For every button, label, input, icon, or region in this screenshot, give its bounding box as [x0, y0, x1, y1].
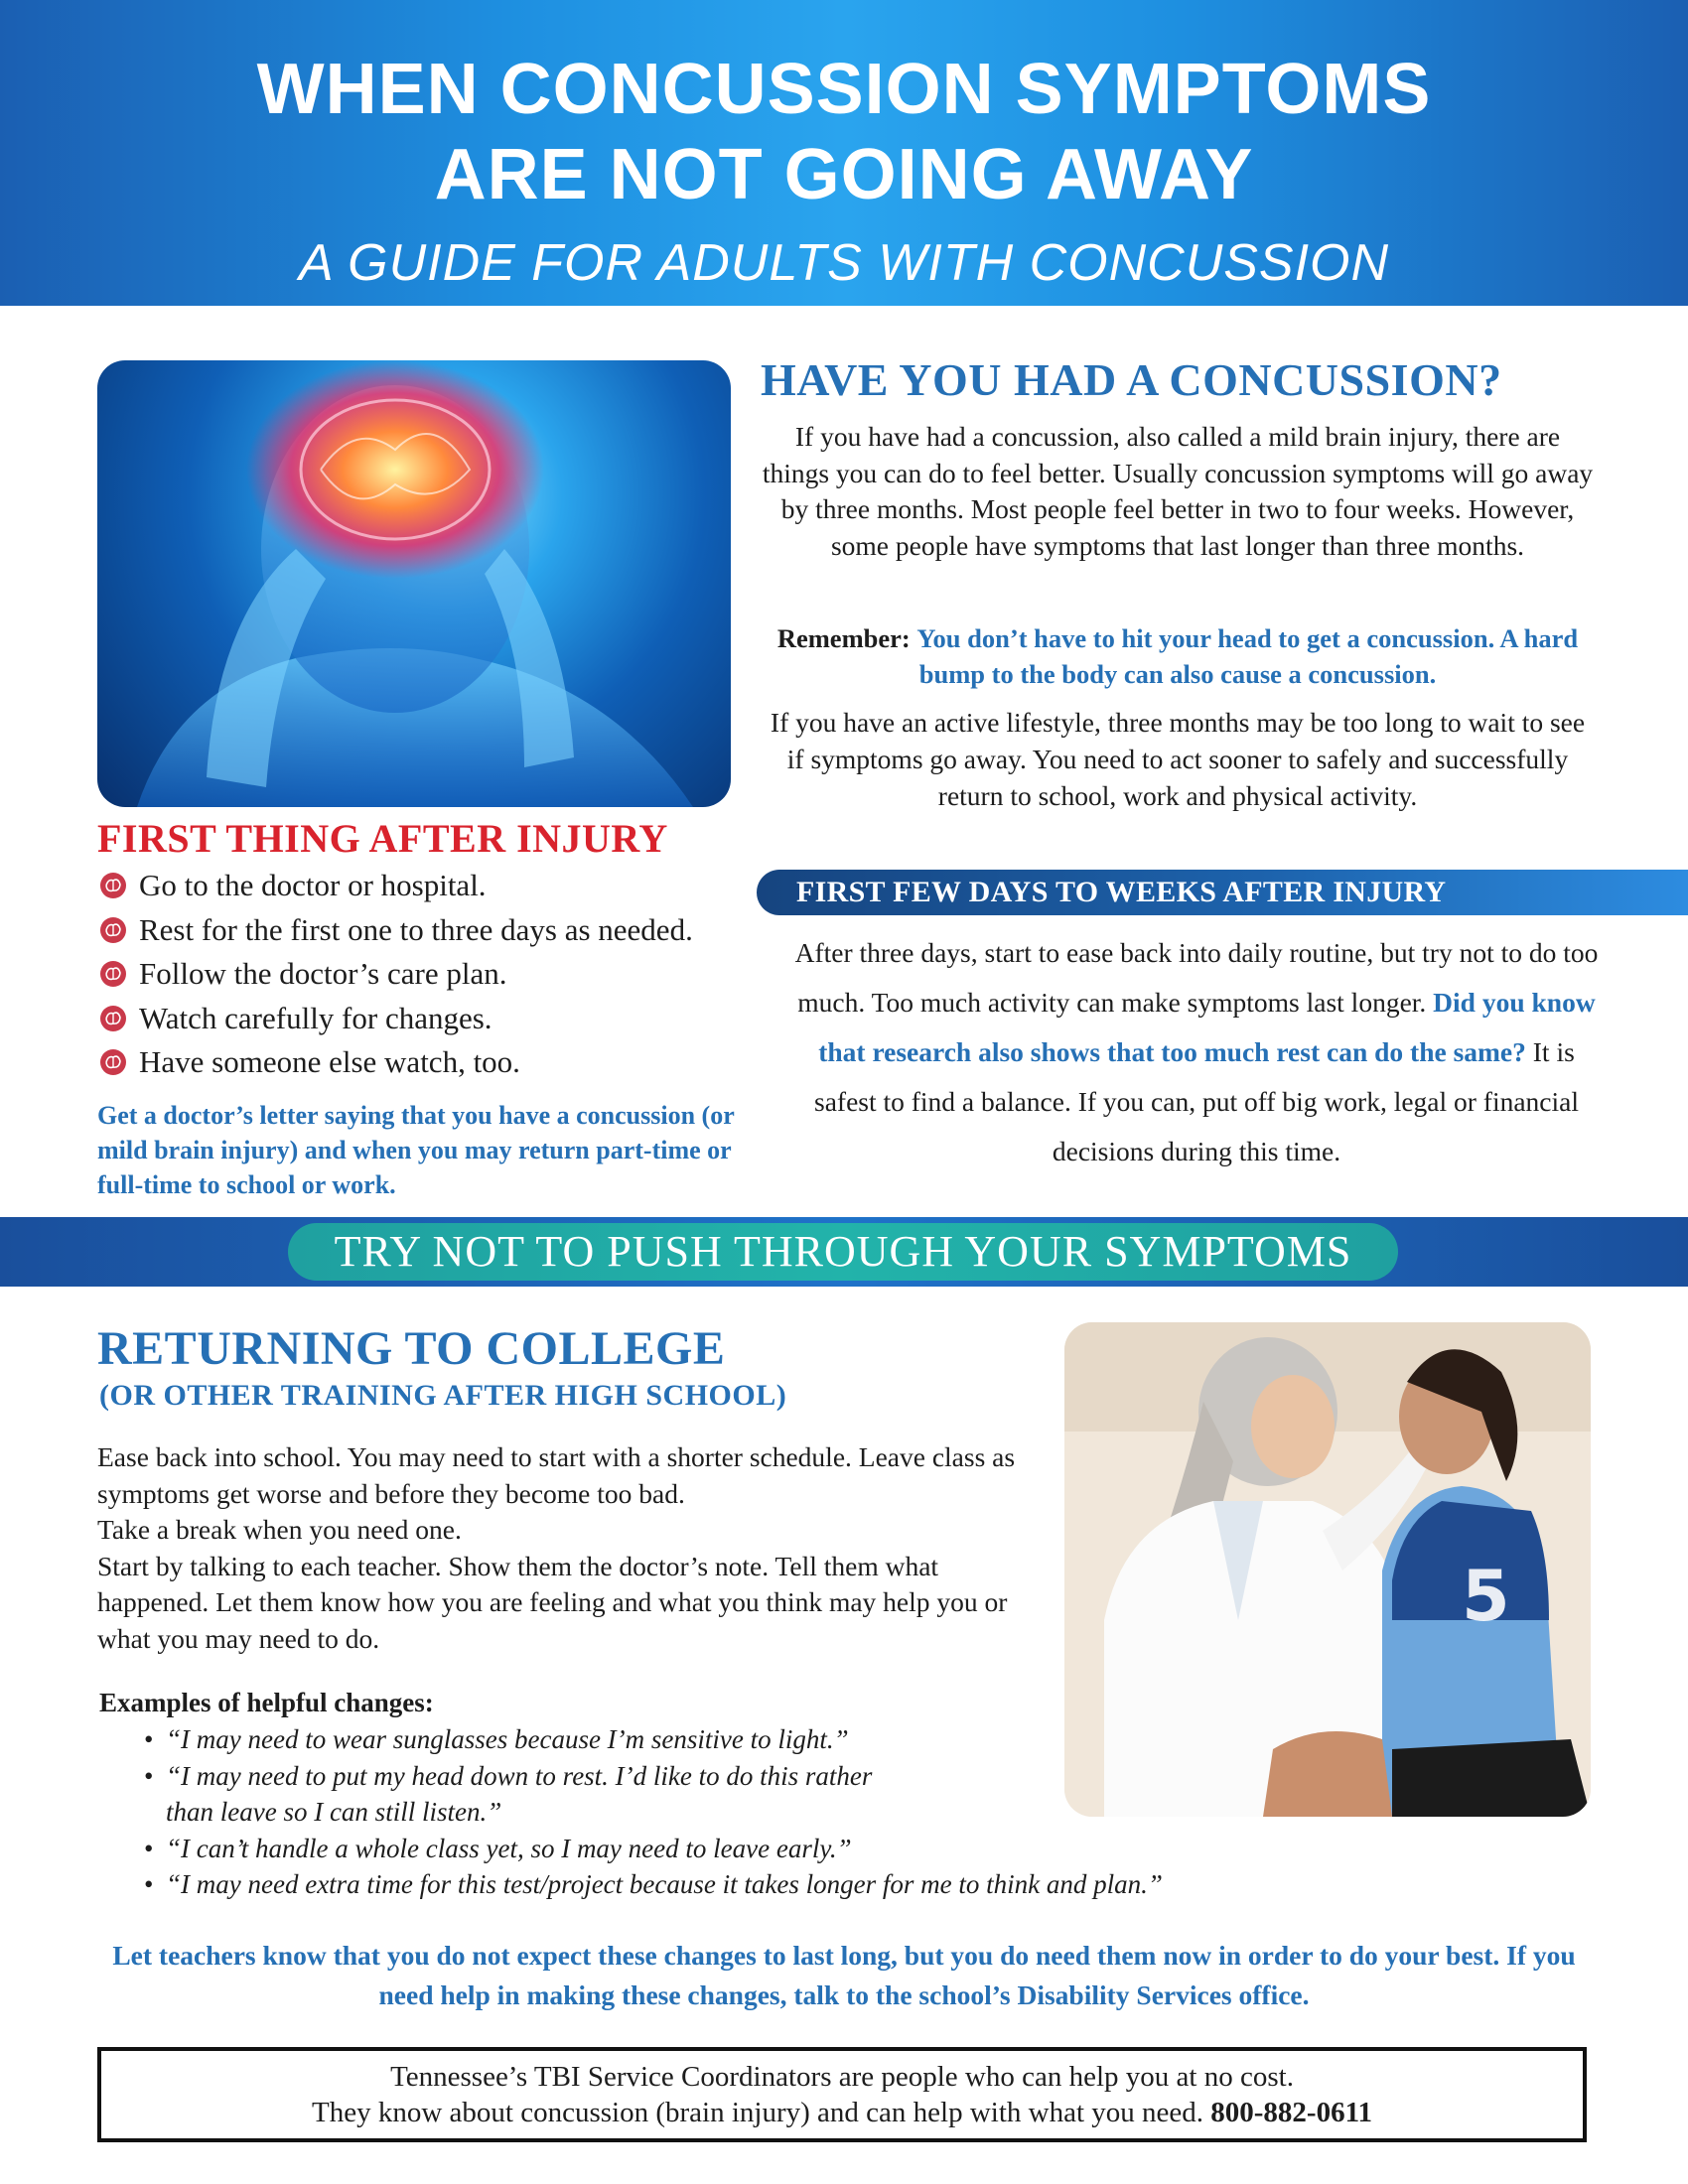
title-line-1: WHEN CONCUSSION SYMPTOMS [256, 50, 1432, 129]
college-subheading: (OR OTHER TRAINING AFTER HIGH SCHOOL) [99, 1379, 787, 1412]
footer-line-2 [101, 2095, 1583, 2130]
example-item: • “I may need extra time for this test/project because it takes longer for me to think and plan.” [144, 1866, 1276, 1903]
list-item-text: Rest for the first one to three days as needed. [139, 911, 693, 947]
remember-label: Remember: [776, 623, 911, 653]
remember-text: You don’t have to hit your head to get a concussion. A hard bump to the body can also cause a concussion. [916, 623, 1579, 689]
title-line-2: ARE NOT GOING AWAY [434, 135, 1254, 214]
footer-contact-box [97, 2047, 1587, 2142]
brain-icon [99, 872, 127, 899]
first-thing-heading: FIRST THING AFTER INJURY [97, 816, 668, 861]
brain-icon [99, 1005, 127, 1032]
first-thing-list [99, 864, 755, 1085]
footer-line-2-text: They know about concussion (brain injury) and can help with what you need. [312, 2097, 1203, 2128]
college-paragraph: Ease back into school. You may need to start with a shorter schedule. Leave class as symptoms get worse and before they become too bad. [97, 1441, 1016, 1509]
example-item: • “I may need to wear sunglasses because I’m sensitive to light.” [144, 1721, 1276, 1758]
few-days-heading: FIRST FEW DAYS TO WEEKS AFTER INJURY [796, 876, 1447, 908]
doctor-letter-note: Get a doctor’s letter saying that you have a concussion (or mild brain injury) and when you may return part-time or full-time to school or work. [97, 1101, 735, 1199]
example-item: • “I may need to put my head down to rest. I’d like to do this rather than leave so I can still listen.” [144, 1758, 920, 1831]
active-lifestyle-text: If you have an active lifestyle, three months may be too long to wait to see if symptoms go away. You need to act sooner to safely and successfully return to school, work and physical activity. [770, 707, 1586, 811]
list-item [99, 952, 755, 997]
concussion-heading: HAVE YOU HAD A CONCUSSION? [761, 354, 1502, 405]
remember-note [761, 620, 1595, 692]
examples-label: Examples of helpful changes: [99, 1688, 434, 1717]
brain-icon [99, 1048, 127, 1076]
banner-text: TRY NOT TO PUSH THROUGH YOUR SYMPTOMS [334, 1227, 1352, 1276]
doctor-exam-photo [1064, 1322, 1591, 1817]
subtitle: A GUIDE FOR ADULTS WITH CONCUSSION [298, 234, 1390, 292]
brain-icon [99, 960, 127, 988]
list-item-text: Follow the doctor’s care plan. [139, 956, 507, 992]
college-body [97, 1439, 1051, 1657]
list-item [99, 864, 755, 908]
few-days-text-2: It is safest to find a balance. If you can, put off big work, legal or financial decisions during this time. [814, 1036, 1579, 1166]
few-days-text-1: After three days, start to ease back into daily routine, but try not to do too much. Too much activity can make symptoms last longer. [794, 937, 1599, 1018]
list-item [99, 908, 755, 953]
few-days-heading-bar [757, 870, 1688, 915]
list-item-text: Go to the doctor or hospital. [139, 868, 487, 903]
few-days-highlight: Did you know that research also shows that too much rest can do the same? [818, 987, 1596, 1067]
list-item-text: Have someone else watch, too. [139, 1044, 520, 1080]
brain-icon [99, 916, 127, 944]
college-heading: RETURNING TO COLLEGE [97, 1322, 726, 1375]
footer-line-1: Tennessee’s TBI Service Coordinators are people who can help you at no cost. [390, 2061, 1294, 2093]
teachers-note: Let teachers know that you do not expect these changes to last long, but you do need them now in order to do your best. If you need help in making these changes, talk to the school’s Disability Services office. [112, 1940, 1576, 2010]
list-item [99, 1040, 755, 1085]
brain-injury-image [97, 360, 731, 807]
concussion-intro: If you have had a concussion, also called a mild brain injury, there are things you can do to feel better. Usually concussion symptoms will go away by three months. Most people feel better in two to four weeks. However, some people have symptoms that last longer than three months. [762, 421, 1594, 561]
phone-number[interactable]: 800-882-0611 [1210, 2097, 1372, 2128]
example-item: • “I can’t handle a whole class yet, so I may need to leave early.” [144, 1831, 1276, 1867]
list-item [99, 997, 755, 1041]
list-item-text: Watch carefully for changes. [139, 1000, 492, 1035]
few-days-text [784, 928, 1609, 1176]
svg-text:5: 5 [1462, 1556, 1510, 1637]
college-paragraph: Take a break when you need one. [97, 1514, 462, 1545]
banner-pill [288, 1223, 1398, 1281]
college-paragraph: Start by talking to each teacher. Show them the doctor’s note. Tell them what happened. Let them know how you are feeling and what you think may help you or what you may need to do. [97, 1550, 1008, 1654]
header-banner [0, 0, 1688, 306]
